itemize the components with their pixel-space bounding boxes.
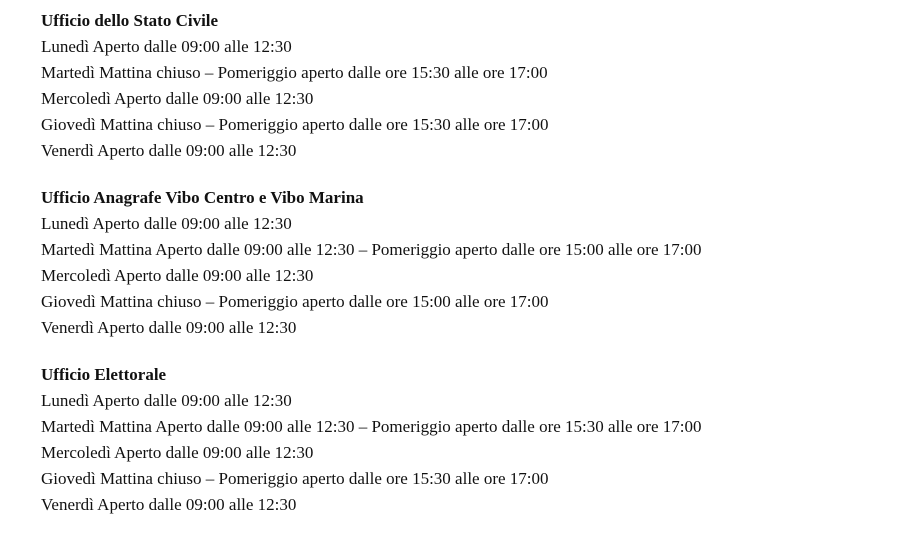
section-title: Ufficio dello Stato Civile xyxy=(41,11,219,30)
schedule-line-mercoledi: Mercoledì Aperto dalle 09:00 alle 12:30 xyxy=(41,266,314,285)
schedule-line-martedi: Martedì Mattina chiuso – Pomeriggio aperto dalle ore 15:30 alle ore 17:00 xyxy=(41,63,548,82)
schedule-line-giovedi: Giovedì Mattina chiuso – Pomeriggio aperto dalle ore 15:00 alle ore 17:00 xyxy=(41,292,549,311)
schedule-line-lunedi: Lunedì Aperto dalle 09:00 alle 12:30 xyxy=(41,37,292,56)
section-anagrafe xyxy=(41,185,907,341)
section-title: Ufficio Anagrafe Vibo Centro e Vibo Marina xyxy=(41,188,364,207)
schedule-line-martedi: Martedì Mattina Aperto dalle 09:00 alle 12:30 – Pomeriggio aperto dalle ore 15:00 alle ore 17:00 xyxy=(41,240,702,259)
schedule-line-mercoledi: Mercoledì Aperto dalle 09:00 alle 12:30 xyxy=(41,89,314,108)
section-stato-civile xyxy=(41,8,907,164)
schedule-line-giovedi: Giovedì Mattina chiuso – Pomeriggio aperto dalle ore 15:30 alle ore 17:00 xyxy=(41,115,549,134)
schedule-line-mercoledi: Mercoledì Aperto dalle 09:00 alle 12:30 xyxy=(41,443,314,462)
schedule-line-martedi: Martedì Mattina Aperto dalle 09:00 alle 12:30 – Pomeriggio aperto dalle ore 15:30 alle ore 17:00 xyxy=(41,417,702,436)
schedule-line-venerdi: Venerdì Aperto dalle 09:00 alle 12:30 xyxy=(41,318,297,337)
schedule-line-giovedi: Giovedì Mattina chiuso – Pomeriggio aperto dalle ore 15:30 alle ore 17:00 xyxy=(41,469,549,488)
schedule-line-lunedi: Lunedì Aperto dalle 09:00 alle 12:30 xyxy=(41,214,292,233)
section-title: Ufficio Elettorale xyxy=(41,365,167,384)
schedule-line-venerdi: Venerdì Aperto dalle 09:00 alle 12:30 xyxy=(41,141,297,160)
schedule-line-lunedi: Lunedì Aperto dalle 09:00 alle 12:30 xyxy=(41,391,292,410)
schedule-line-venerdi: Venerdì Aperto dalle 09:00 alle 12:30 xyxy=(41,495,297,514)
section-elettorale xyxy=(41,362,907,518)
